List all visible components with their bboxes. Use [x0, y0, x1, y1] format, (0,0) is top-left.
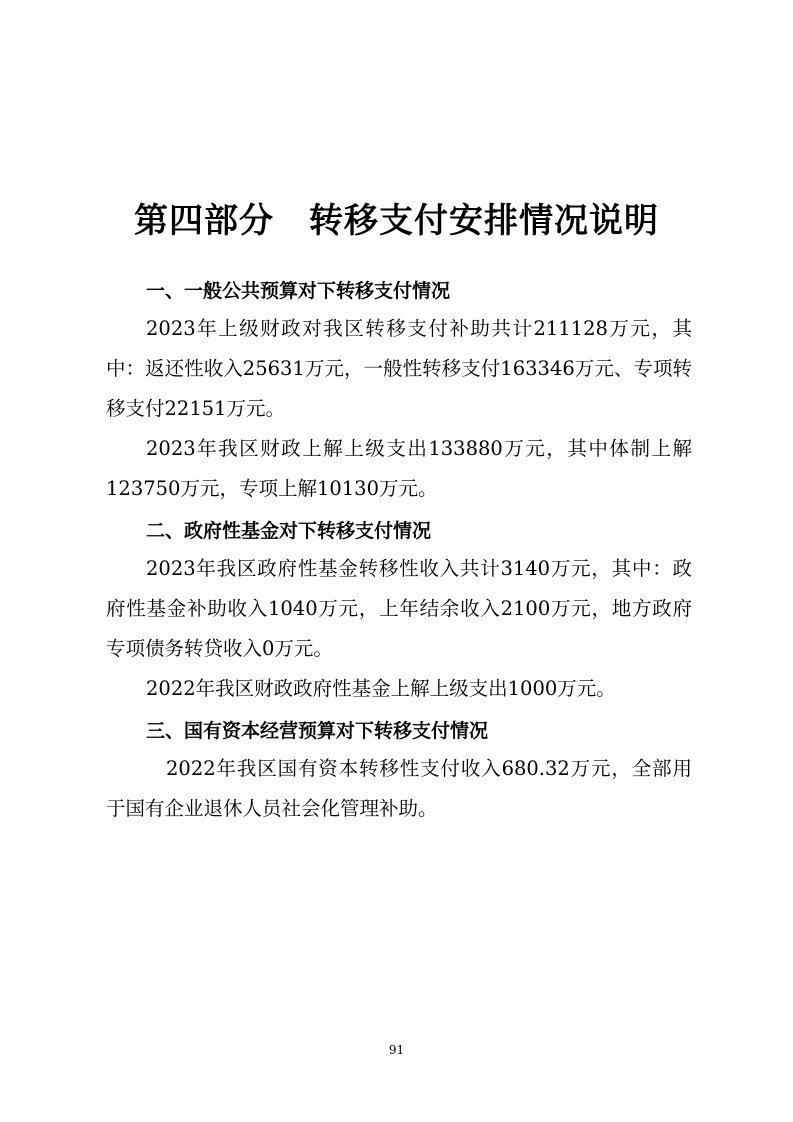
- section-heading-government-fund: 二、政府性基金对下转移支付情况: [146, 520, 432, 542]
- page-title: 第四部分 转移支付安排情况说明: [134, 201, 659, 241]
- section-heading-general-budget: 一、一般公共预算对下转移支付情况: [146, 280, 451, 302]
- paragraph-government-fund-remittance: 2022年我区财政政府性基金上解上级支出1000万元。: [146, 677, 616, 700]
- paragraph-government-fund-receipts: 2023年我区政府性基金转移性收入共计3140万元，其中：政府性基金补助收入1040万元，上年结余收入2100万元，地方政府专项债务转贷收入0万元。: [106, 557, 692, 660]
- paragraph-general-budget-remittance: 2023年我区财政上解上级支出133880万元，其中体制上解123750万元，专项上解10130万元。: [106, 437, 692, 500]
- paragraph-general-budget-receipts: 2023年上级财政对我区转移支付补助共计211128万元，其中：返还性收入25631万元，一般性转移支付163346万元、专项转移支付22151万元。: [106, 317, 692, 420]
- paragraph-state-capital: 2022年我区国有资本转移性支付收入680.32万元，全部用于国有企业退休人员社会化管理补助。: [106, 757, 692, 820]
- section-heading-state-capital: 三、国有资本经营预算对下转移支付情况: [146, 720, 489, 742]
- page-number: 91: [388, 1043, 405, 1057]
